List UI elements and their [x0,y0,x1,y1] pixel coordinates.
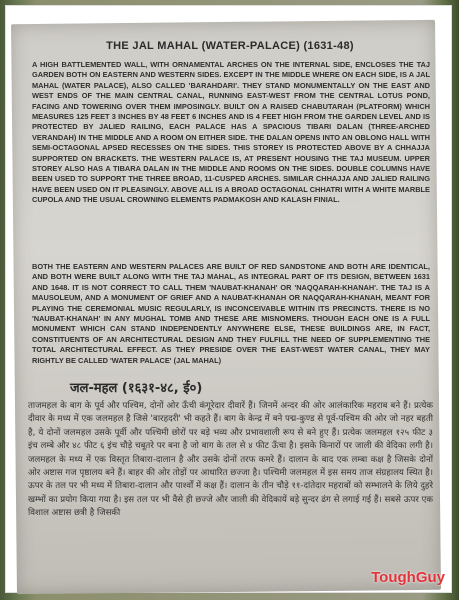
english-paragraph-1: A HIGH BATTLEMENTED WALL, WITH ORNAMENTAL ARCHES ON THE INTERNAL SIDE, ENCLOSES THE TAJ GARDEN BOTH ON EASTERN AND WESTERN SIDES. EXCEPT IN THE MIDDLE WHERE ON EACH SIDE, IS A JAL MAHAL (WATER PALACE), ALSO CALLED 'BARAHDARI'. THEY STAND MONUMENTALLY ON THE EAST AND WEST ENDS OF THE MAIN CENTRAL CANAL, RUNNING EAST-WEST FROM THE CENTRAL LOTUS POND, FACING AND TOWERING OVER THEM IMPOSINGLY. BUILT ON A RAISED CHABUTARAH (PLATFORM) WHICH MEASURES 125 FEET 3 INCHES BY 48 FEET 6 INCHES AND IS 4 FEET HIGH FROM THE GARDEN LEVEL AND IS PROTECTED BY JALIED RAILING, EACH PALACE HAS A SPACIOUS TIBARI DALAN (THREE-ARCHED VERANDAH) IN THE MIDDLE AND A ROOM ON EITHER SIDE. THE DALAN OPENS INTO AN OBLONG HALL WITH SEMI-OCTAGONAL APSED RECESSES ON THE SIDES. THIS STOREY IS PROTECTED ABOVE BY A CHHAJJA SUPPORTED ON BRACKETS. THE WESTERN PALACE IS, AT PRESENT HOUSING THE TAJ MUSEUM. UPPER STOREY ALSO HAS A TIBARA DALAN IN THE MIDDLE AND ROOMS ON THE SIDES. DOUBLE COLUMNS HAVE BEEN USED TO SUPPORT THE THREE BROAD, 11-CUSPED ARCHES. SIMILAR CHHAJJA AND JALIED RAILING HAVE BEEN USED ON IT PLEASINGLY. ABOVE ALL IS A BROAD OCTAGONAL CHHATRI WITH A WHITE MARBLE CUPOLA AND THE USUAL CROWNING ELEMENTS PADMAKOSH AND KALASH FINIAL. [32,60,430,205]
hindi-title: जल-महल (१६३१-४८, ई०) [70,381,203,396]
hindi-paragraph: ताजमहल के बाग के पूर्व और पश्चिम, दोनों ओर ऊँची कंगूरेदार दीवारें हैं। जिनमें अन्दर की ओर आलंकारिक महराब बने हैं। प्रत्येक दीवार के मध्य में एक जलमहल है जिसे 'बारहदरी' भी कहते हैं। बाग के केन्द्र में बने पद्म-कुण्ड से पूर्व-पश्चिम की ओर जो नहर बहती है, ये दोनों जलमहल उसके पूर्वी और पश्चिमी छोरों पर बड़े भव्य और प्रभावशाली रूप से बने हुए हैं। प्रत्येक जलमहल १२५ फीट ३ इंच लम्बे और ४८ फीट ६ इंच चौड़े चबूतरे पर बना है जो बाग के तल से ४ फीट ऊँचा है। इसके किनारों पर जाली की वेदिका लगी है। जलमहल के मध्य में एक विस्तृत तिबारा-दालान है और उसके दोनों तरफ कमरे हैं। दालान के बाद एक लम्बा कक्ष है जिसके दोनों ओर अष्टास गज पृष्ठालय बने हैं। बाहर की ओर तोड़ों पर आधारित छज्जा है। पश्चिमी जलमहल में इस समय ताज संग्रहालय स्थित है। ऊपर के तल पर भी मध्य में तिबारा-दालान और पार्श्वों में कक्ष हैं। दालान के तीन चौड़े ११-दांतेदार महराबों को सम्भालने के लिये दुहरे खम्भों का प्रयोग किया गया है। इस तल पर भी वैसे ही छज्जे और जाली की वेदिकायें बड़े सुन्दर ढंग से लगाई गई हैं। सबसे ऊपर एक विशाल अष्टास छत्री है जिसकी [28,401,433,519]
plaque-title: THE JAL MAHAL (WATER-PALACE) (1631-48) [106,40,354,52]
watermark-text: ToughGuy [371,569,445,586]
english-paragraph-2: BOTH THE EASTERN AND WESTERN PALACES ARE BUILT OF RED SANDSTONE AND BOTH ARE IDENTICAL, AND BOTH WERE BUILT ALONG WITH THE TAJ MAHAL, AS INTEGRAL PART OF ITS DESIGN, BETWEEN 1631 AND 1648. IT IS NOT CORRECT TO CALL THEM 'NAUBAT-KHANAH' OR 'NAQQARAH-KHANAH'. THE TAJ IS A MAUSOLEUM, AND A MONUMENT OF GRIEF AND A NAUBAT-KHANAH OR NAQQARAH-KHANAH, MEANT FOR PLAYING THE CEREMONIAL MUSIC REGULARLY, IS INCONCEIVABLE WITHIN ITS PRECINCTS. THERE IS NO 'NAUBAT-KHANAH' IN ANY MUGHAL TOMB AND THESE ARE MISNOMERS. THOUGH EACH ONE IS A FULL MONUMENT WHICH CAN STAND INDEPENDENTLY ANYWHERE ELSE, THESE BUILDINGS ARE, IN FACT, CONSTITUENTS OF AN ARCHITECTURAL DESIGN AND THEY FULFILL THE NEED OF SUPPLEMENTING THE TOTAL ARCHITECTURAL EFFECT. AS THEY PRESIDE OVER THE EAST-WEST WATER CANAL, THEY MAY RIGHTLY BE CALLED 'WATER PALACE' (JAL MAHAL) [32,262,430,365]
